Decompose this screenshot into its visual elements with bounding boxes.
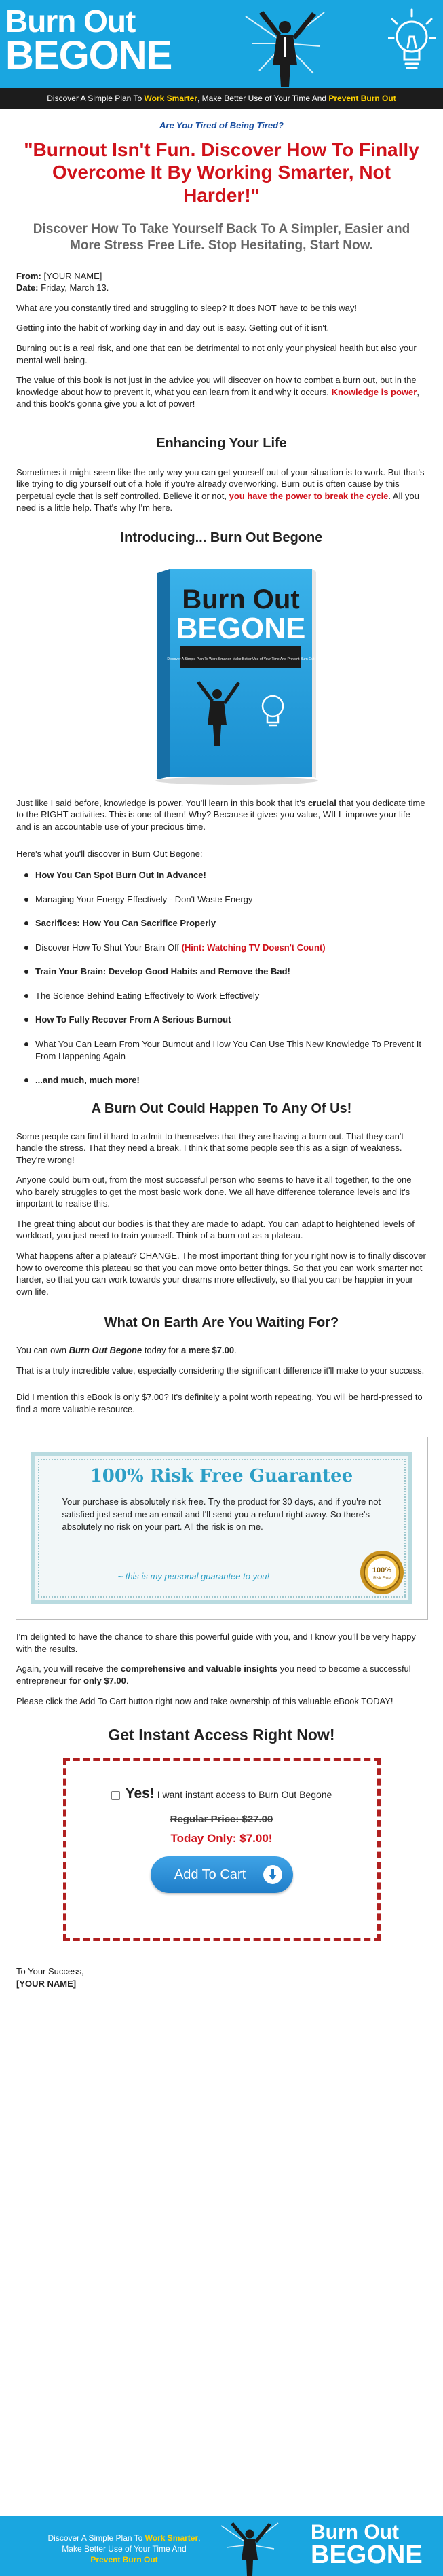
section-heading: What On Earth Are You Waiting For? — [104, 1315, 339, 1331]
paragraph — [16, 374, 427, 410]
date-label: Date: — [16, 282, 39, 293]
paragraph: Anyone could burn out, from the most successful person who seems to have it all together, to the one who barely struggles to get the most basic work done. We all have difference tolerance levels and it's important to realise this. — [16, 1175, 412, 1209]
feature-text: How To Fully Recover From A Serious Burnout — [35, 1014, 231, 1025]
tagline-bar — [0, 88, 443, 109]
footer-brand-logo — [311, 2523, 423, 2567]
emphasis-text: crucial — [307, 797, 336, 808]
footer-brand-line1: Burn Out — [311, 2521, 399, 2543]
feature-item — [23, 990, 427, 1002]
intro-question: Are You Tired of Being Tired? — [159, 120, 284, 130]
price-text: a mere $7.00 — [181, 1345, 235, 1356]
section-heading: A Burn Out Could Happen To Any Of Us! — [91, 1101, 352, 1116]
tagline-highlight: Prevent Burn Out — [328, 94, 396, 103]
guarantee-title: 100% Risk Free Guarantee — [90, 1466, 353, 1487]
footer-banner — [0, 2516, 443, 2576]
text-span: You can own — [16, 1345, 69, 1356]
text-span: you need to become a successful entrepreneur — [16, 1663, 411, 1686]
book-title-line1: Burn Out — [182, 584, 300, 614]
text-span: Sometimes it might seem like the only way you can get yourself out of your situation is to work. But that's like trying to dig yourself out of a hole if you're already overworking. Burn out is often cause by this perpetual cycle that is self controlled. Believe it or not, — [16, 466, 425, 501]
feature-item — [23, 869, 427, 881]
from-line — [16, 270, 427, 294]
add-to-cart-button[interactable] — [151, 1856, 293, 1893]
feature-text: Train Your Brain: Develop Good Habits and Remove the Bad! — [35, 966, 290, 977]
text-span: Just like I said before, knowledge is power. You'll learn in this book that it's — [16, 797, 308, 808]
feature-hint: (Hint: Watching TV Doesn't Count) — [181, 942, 326, 953]
paragraph: Here's what you'll discover in Burn Out Begone: — [16, 848, 203, 859]
text-span: , and this book's gonna give you a lot of power! — [16, 386, 419, 409]
paragraph: What happens after a plateau? CHANGE. The most important thing for you right now is to finally discover how to overcome this plateau so that you can move onto better things. So that you can work smarter not harder, so that you can work towards your dreams more effectively, so that you can be happier in your own life. — [16, 1250, 426, 1297]
header-banner — [0, 0, 443, 88]
paragraph: Some people can find it hard to admit to themselves that they are having a burn out. That they can't handle the stress. That they need a break. I think that some people see this as a sign of weakness. They're wrong! — [16, 1130, 404, 1165]
paragraph: Getting into the habit of working day in and day out is easy. Getting out of it isn't. — [16, 323, 330, 333]
order-want-label: I want instant access to Burn Out Begone — [154, 1789, 332, 1801]
add-to-cart-label: Add To Cart — [174, 1866, 246, 1882]
feature-item — [23, 1014, 427, 1026]
feature-text: Sacrifices: How You Can Sacrifice Properly — [35, 918, 216, 929]
book-subtitle: Discover A Simple Plan To Work Smarter, Make Better Use of Your Time And Prevent Burn Out — [167, 657, 315, 661]
feature-text: ...and much, much more! — [35, 1075, 140, 1086]
main-headline: "Burnout Isn't Fun. Discover How To Finally Overcome It By Working Smarter, Not Harder!" — [24, 139, 419, 206]
lightbulb-icon — [388, 7, 436, 77]
sub-headline: Discover How To Take Yourself Back To A Simpler, Easier and More Stress Free Life. Stop Hesitating, Start Now. — [33, 222, 410, 253]
paragraph: Please click the Add To Cart button right now and take ownership of this valuable eBook TODAY! — [16, 1695, 393, 1706]
product-name: Burn Out Begone — [69, 1345, 142, 1356]
arrow-down-circle-icon — [263, 1865, 282, 1884]
feature-item — [23, 965, 427, 978]
from-value: [YOUR NAME] — [41, 270, 102, 281]
feature-item — [23, 1074, 427, 1086]
footer-tagline-part: , Make Better Use of Your Time And — [62, 2533, 201, 2554]
footer-brand-line2: BEGONE — [311, 2540, 423, 2569]
closing-content — [0, 1631, 443, 1989]
paragraph: Burning out is a real risk, and one that can be detrimental to not only your physical health but also your mental well-being. — [16, 343, 417, 365]
footer-tagline-part: Discover A Simple Plan To — [47, 2533, 145, 2543]
feature-item — [23, 917, 427, 930]
section-heading: Enhancing Your Life — [156, 435, 287, 451]
order-heading: Get Instant Access Right Now! — [108, 1726, 335, 1744]
price-text: for only $7.00 — [69, 1675, 126, 1686]
feature-item — [23, 894, 427, 906]
brand-line1: Burn Out — [5, 3, 136, 39]
paragraph: The great thing about our bodies is that they are made to adapt. You can adapt to heightened levels of workload, you just need to train yourself. Think of a burn out as a plateau. — [16, 1218, 415, 1241]
paragraph — [16, 797, 427, 833]
order-checkbox[interactable] — [111, 1791, 120, 1800]
guarantee-signature: ~ this is my personal guarantee to you! — [117, 1571, 270, 1582]
guarantee-box — [16, 1437, 428, 1620]
feature-text: Discover How To Shut Your Brain Off — [35, 942, 182, 953]
footer-tagline — [46, 2533, 202, 2566]
from-label: From: — [16, 270, 41, 281]
main-content — [0, 119, 443, 1415]
today-price: Today Only: $7.00! — [170, 1831, 273, 1845]
tagline-part: Discover A Simple Plan To — [47, 94, 145, 103]
tagline-highlight: Work Smarter — [144, 94, 197, 103]
paragraph — [16, 466, 427, 514]
yes-label: Yes! — [125, 1786, 155, 1802]
order-confirm-row[interactable] — [66, 1784, 377, 1803]
feature-text: Managing Your Energy Effectively - Don't Waste Energy — [35, 894, 253, 904]
text-span: Again, you will receive the — [16, 1663, 121, 1674]
businessman-silhouette-icon — [217, 2518, 282, 2576]
order-box — [63, 1758, 381, 1941]
book-cover-wrap — [16, 558, 427, 789]
text-span: today for — [142, 1345, 182, 1356]
text-span: that you dedicate time to the RIGHT activities. This is one of them! Why? Because it gives you value, WILL improve your life and is an accountable use of your precious time. — [16, 797, 425, 832]
brand-logo — [5, 3, 172, 77]
ebook-cover-image — [145, 569, 328, 786]
feature-item — [23, 942, 427, 954]
paragraph: That is a truly incredible value, especially considering the significant difference it'll make to your success. — [16, 1365, 425, 1376]
tagline-part: , Make Better Use of Your Time And — [197, 94, 329, 103]
feature-text: The Science Behind Eating Effectively to Work Effectively — [35, 990, 260, 1001]
signoff — [16, 1966, 427, 1989]
seal-line1: 100% — [372, 1566, 391, 1575]
emphasis-text: Knowledge is power — [331, 386, 417, 397]
paragraph — [16, 1663, 427, 1687]
text-span: . — [126, 1675, 129, 1686]
guarantee-text: Your purchase is absolutely risk free. Try the product for 30 days, and if you're not satisfied just send me an email and I'll send you a refund right away. So there's absolutely no risk on your part. All the risk is on me. — [62, 1496, 381, 1532]
brand-line2: BEGONE — [5, 33, 172, 77]
risk-free-seal-icon — [360, 1550, 404, 1595]
regular-price: Regular Price: $27.00 — [170, 1814, 273, 1826]
footer-tagline-highlight: Prevent Burn Out — [90, 2555, 158, 2565]
paragraph: What are you constantly tired and struggling to sleep? It does NOT have to be this way! — [16, 302, 357, 313]
signoff-line1: To Your Success, — [16, 1966, 84, 1977]
paragraph: Did I mention this eBook is only $7.00? It's definitely a point worth repeating. You will be hard-pressed to find a more valuable resource. — [16, 1392, 423, 1414]
text-span: The value of this book is not just in the advice you will discover on how to combat a burn out, but in the knowledge about how to prevent it, what you can learn from it and why it occurs. — [16, 375, 417, 397]
text-span: . All you need is a little help. That's why I'm here. — [16, 490, 419, 513]
date-value: Friday, March 13. — [38, 282, 109, 293]
signoff-name: [YOUR NAME] — [16, 1978, 77, 1989]
feature-list — [16, 869, 427, 1086]
feature-text: How You Can Spot Burn Out In Advance! — [35, 870, 206, 881]
businessman-silhouette-icon — [239, 3, 331, 87]
emphasis-text: you have the power to break the cycle — [229, 490, 389, 501]
book-title-line2: BEGONE — [176, 611, 306, 645]
text-span: . — [234, 1345, 237, 1356]
footer-tagline-highlight: Work Smarter — [145, 2533, 199, 2543]
feature-text: What You Can Learn From Your Burnout and How You Can Use This New Knowledge To Prevent It From Happening Again — [35, 1038, 421, 1061]
paragraph: I'm delighted to have the chance to share this powerful guide with you, and I know you'll be very happy with the results. — [16, 1632, 416, 1654]
feature-item — [23, 1038, 427, 1062]
seal-line2: Risk Free — [372, 1577, 391, 1581]
emphasis-text: comprehensive and valuable insights — [120, 1663, 278, 1674]
section-heading: Introducing... Burn Out Begone — [120, 530, 323, 545]
paragraph — [16, 1344, 427, 1357]
